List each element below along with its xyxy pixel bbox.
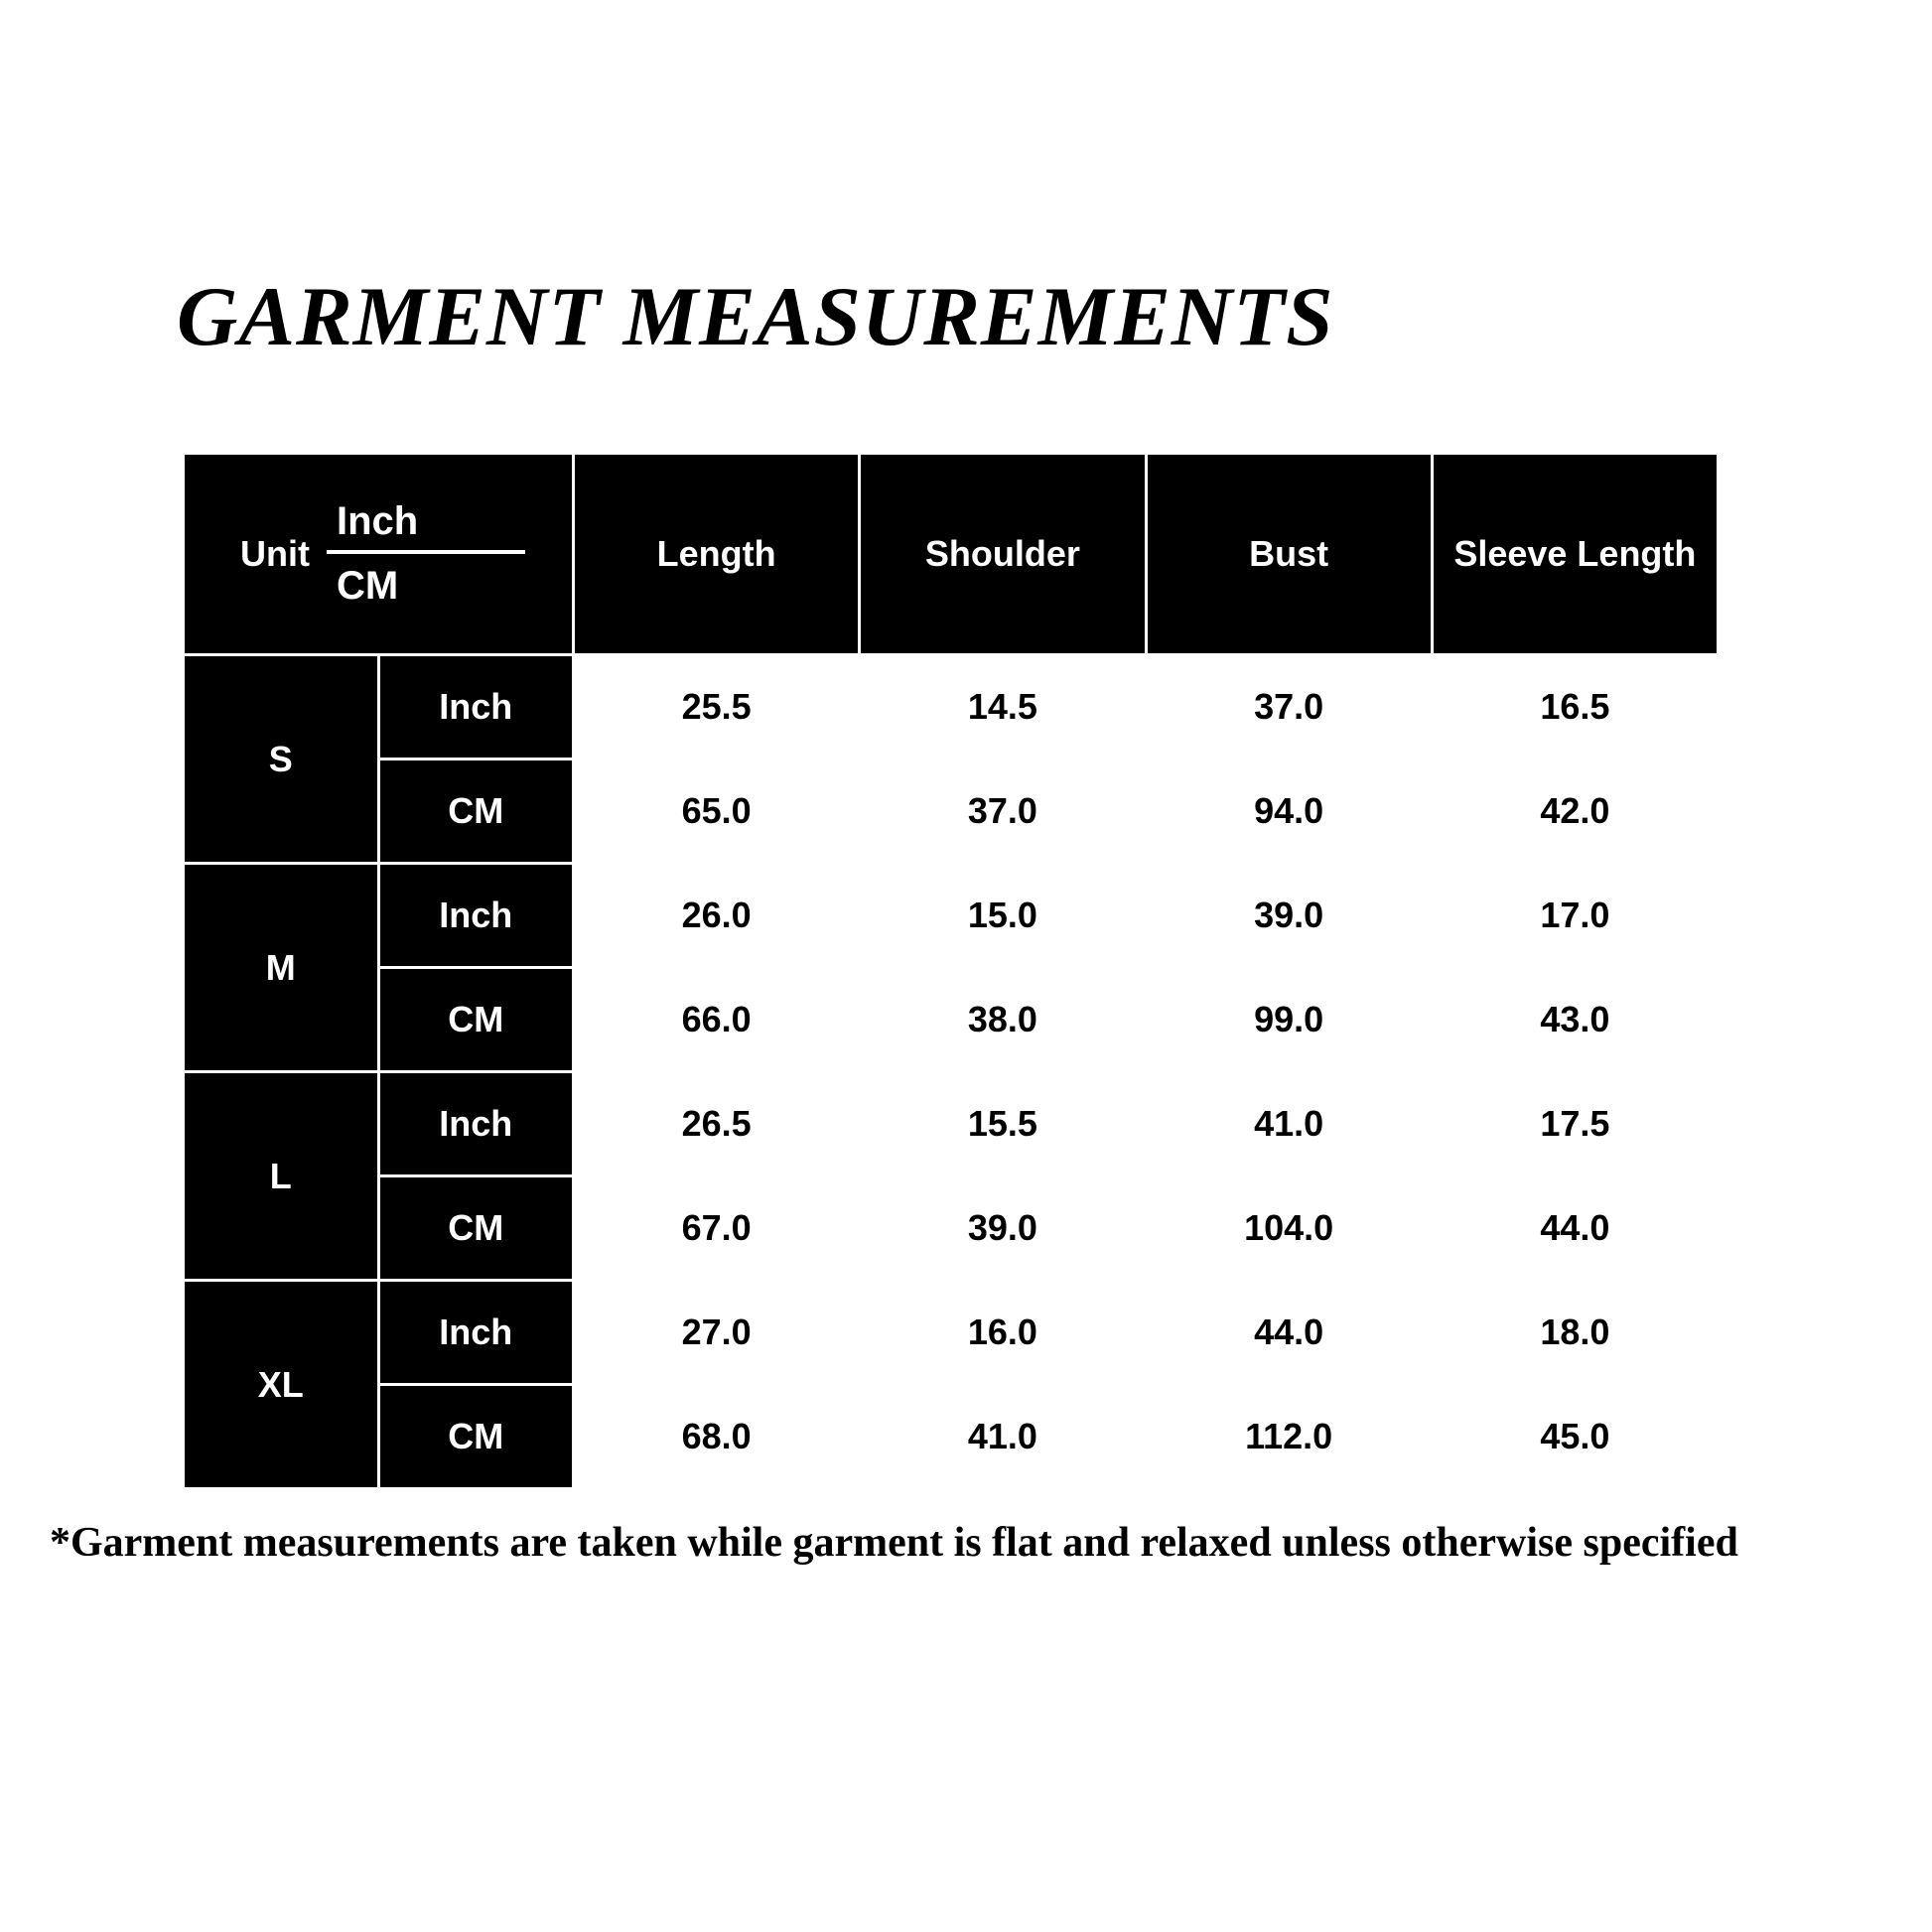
row-unit-label: Inch	[378, 655, 574, 759]
cell-bust: 112.0	[1146, 1385, 1432, 1489]
table-row	[184, 864, 1719, 968]
cell-sleeve-length: 44.0	[1432, 1176, 1718, 1281]
table-row	[184, 1176, 1719, 1281]
row-unit-label: Inch	[378, 1281, 574, 1385]
cell-shoulder: 37.0	[860, 759, 1146, 864]
unit-header-label: Unit	[240, 533, 310, 574]
cell-length: 26.5	[574, 1072, 860, 1176]
size-label-m: M	[184, 864, 379, 1072]
row-unit-label: CM	[378, 1385, 574, 1489]
cell-bust: 104.0	[1146, 1176, 1432, 1281]
cell-shoulder: 38.0	[860, 968, 1146, 1072]
table-row	[184, 1385, 1719, 1489]
cell-sleeve-length: 45.0	[1432, 1385, 1718, 1489]
cell-bust: 39.0	[1146, 864, 1432, 968]
cell-sleeve-length: 16.5	[1432, 655, 1718, 759]
table-row	[184, 655, 1719, 759]
row-unit-label: CM	[378, 1176, 574, 1281]
row-unit-label: CM	[378, 759, 574, 864]
footnote: *Garment measurements are taken while garment is flat and relaxed unless otherwise specified	[50, 1520, 1738, 1566]
unit-option-cm: CM	[337, 564, 399, 608]
cell-shoulder: 16.0	[860, 1281, 1146, 1385]
cell-sleeve-length: 18.0	[1432, 1281, 1718, 1385]
cell-sleeve-length: 17.5	[1432, 1072, 1718, 1176]
column-header-bust: Bust	[1146, 454, 1432, 655]
column-header-shoulder: Shoulder	[860, 454, 1146, 655]
cell-shoulder: 15.5	[860, 1072, 1146, 1176]
cell-length: 25.5	[574, 655, 860, 759]
measurements-table-wrapper	[182, 452, 1720, 1490]
cell-shoulder: 14.5	[860, 655, 1146, 759]
table-header	[184, 454, 1719, 655]
table-row	[184, 759, 1719, 864]
cell-bust: 37.0	[1146, 655, 1432, 759]
cell-length: 67.0	[574, 1176, 860, 1281]
row-unit-label: Inch	[378, 1072, 574, 1176]
cell-shoulder: 15.0	[860, 864, 1146, 968]
page-title: GARMENT MEASUREMENTS	[177, 270, 1334, 363]
row-unit-label: CM	[378, 968, 574, 1072]
row-unit-label: Inch	[378, 864, 574, 968]
cell-length: 65.0	[574, 759, 860, 864]
cell-shoulder: 41.0	[860, 1385, 1146, 1489]
size-label-xl: XL	[184, 1281, 379, 1489]
table-body	[184, 655, 1719, 1489]
cell-sleeve-length: 42.0	[1432, 759, 1718, 864]
cell-length: 26.0	[574, 864, 860, 968]
column-header-length: Length	[574, 454, 860, 655]
cell-length: 27.0	[574, 1281, 860, 1385]
cell-bust: 99.0	[1146, 968, 1432, 1072]
size-label-s: S	[184, 655, 379, 864]
measurements-table	[182, 452, 1720, 1490]
column-header-sleeve-length: Sleeve Length	[1432, 454, 1718, 655]
table-row	[184, 968, 1719, 1072]
table-row	[184, 1072, 1719, 1176]
cell-bust: 41.0	[1146, 1072, 1432, 1176]
size-label-l: L	[184, 1072, 379, 1281]
cell-length: 68.0	[574, 1385, 860, 1489]
cell-length: 66.0	[574, 968, 860, 1072]
cell-sleeve-length: 17.0	[1432, 864, 1718, 968]
table-row	[184, 1281, 1719, 1385]
unit-header-options	[327, 499, 525, 609]
unit-option-inch: Inch	[327, 499, 525, 554]
unit-header-cell	[184, 454, 574, 655]
cell-bust: 44.0	[1146, 1281, 1432, 1385]
cell-sleeve-length: 43.0	[1432, 968, 1718, 1072]
table-header-row	[184, 454, 1719, 655]
cell-bust: 94.0	[1146, 759, 1432, 864]
cell-shoulder: 39.0	[860, 1176, 1146, 1281]
